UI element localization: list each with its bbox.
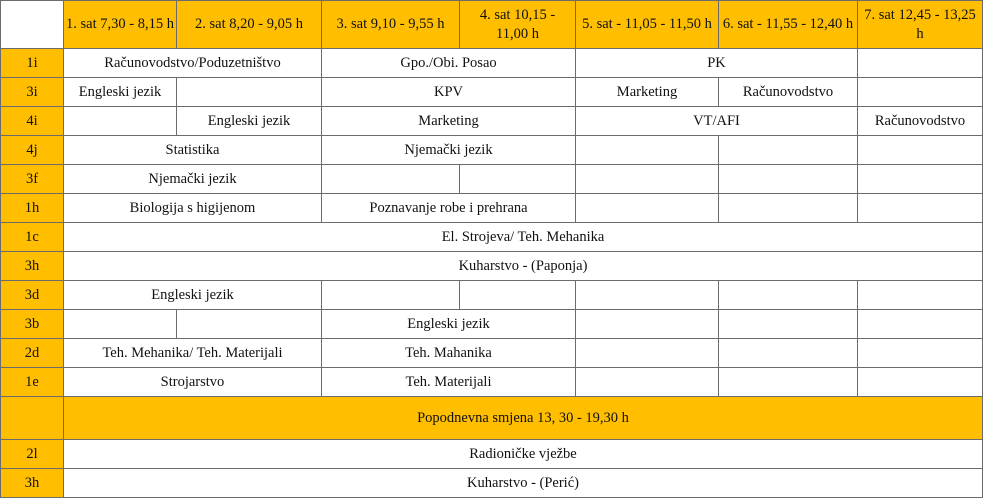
- lesson-cell: El. Strojeva/ Teh. Mehanika: [64, 223, 983, 252]
- lesson-cell: PK: [576, 49, 858, 78]
- lesson-cell: Računovodstvo: [719, 78, 858, 107]
- lesson-cell: Njemački jezik: [64, 165, 322, 194]
- class-label: 2d: [1, 339, 64, 368]
- class-label: 4i: [1, 107, 64, 136]
- class-row: [1, 165, 983, 194]
- lesson-cell: Kuharstvo - (Perić): [64, 469, 983, 498]
- class-label: 2l: [1, 440, 64, 469]
- lesson-cell: Računovodstvo: [858, 107, 983, 136]
- class-row: [1, 49, 983, 78]
- lesson-cell: [576, 194, 719, 223]
- lesson-cell: Teh. Materijali: [322, 368, 576, 397]
- lesson-cell: [858, 281, 983, 310]
- lesson-cell: [576, 136, 719, 165]
- lesson-cell: Radioničke vježbe: [64, 440, 983, 469]
- lesson-cell: Poznavanje robe i prehrana: [322, 194, 576, 223]
- lesson-cell: VT/AFI: [576, 107, 858, 136]
- class-row: [1, 310, 983, 339]
- lesson-cell: Engleski jezik: [322, 310, 576, 339]
- lesson-cell: [858, 310, 983, 339]
- header-period-1: 1. sat 7,30 - 8,15 h: [64, 1, 177, 49]
- lesson-cell: [858, 136, 983, 165]
- class-label: 3b: [1, 310, 64, 339]
- lesson-cell: Strojarstvo: [64, 368, 322, 397]
- lesson-cell: [576, 310, 719, 339]
- lesson-cell: [858, 49, 983, 78]
- class-row: [1, 136, 983, 165]
- lesson-cell: [858, 194, 983, 223]
- lesson-cell: [719, 281, 858, 310]
- lesson-cell: Marketing: [576, 78, 719, 107]
- class-label: 1i: [1, 49, 64, 78]
- lesson-cell: Engleski jezik: [64, 281, 322, 310]
- class-label: 1c: [1, 223, 64, 252]
- lesson-cell: [64, 310, 177, 339]
- class-row: [1, 440, 983, 469]
- header-row: [1, 1, 983, 49]
- lesson-cell: Biologija s higijenom: [64, 194, 322, 223]
- header-corner-cell: [1, 1, 64, 49]
- lesson-cell: Engleski jezik: [177, 107, 322, 136]
- lesson-cell: [576, 368, 719, 397]
- class-row: [1, 252, 983, 281]
- class-label: 3h: [1, 469, 64, 498]
- header-period-2: 2. sat 8,20 - 9,05 h: [177, 1, 322, 49]
- class-row: [1, 339, 983, 368]
- lesson-cell: Marketing: [322, 107, 576, 136]
- header-period-4: 4. sat 10,15 - 11,00 h: [460, 1, 576, 49]
- lesson-cell: [64, 107, 177, 136]
- header-period-3: 3. sat 9,10 - 9,55 h: [322, 1, 460, 49]
- class-label: 4j: [1, 136, 64, 165]
- lesson-cell: [858, 339, 983, 368]
- class-row: [1, 281, 983, 310]
- lesson-cell: Kuharstvo - (Paponja): [64, 252, 983, 281]
- lesson-cell: [177, 310, 322, 339]
- lesson-cell: Teh. Mehanika/ Teh. Materijali: [64, 339, 322, 368]
- class-label: 3d: [1, 281, 64, 310]
- lesson-cell: [576, 165, 719, 194]
- lesson-cell: [460, 281, 576, 310]
- lesson-cell: [576, 339, 719, 368]
- lesson-cell: [719, 339, 858, 368]
- class-label: 1e: [1, 368, 64, 397]
- class-label: 3f: [1, 165, 64, 194]
- lesson-cell: [460, 165, 576, 194]
- lesson-cell: [719, 165, 858, 194]
- class-label: 3i: [1, 78, 64, 107]
- lesson-cell: Njemački jezik: [322, 136, 576, 165]
- class-row: [1, 223, 983, 252]
- lesson-cell: [177, 78, 322, 107]
- header-period-6: 6. sat - 11,55 - 12,40 h: [719, 1, 858, 49]
- lesson-cell: Gpo./Obi. Posao: [322, 49, 576, 78]
- lesson-cell: [576, 281, 719, 310]
- lesson-cell: [858, 368, 983, 397]
- class-row: [1, 469, 983, 498]
- afternoon-shift-title: Popodnevna smjena 13, 30 - 19,30 h: [64, 397, 983, 440]
- lesson-cell: [719, 310, 858, 339]
- lesson-cell: [719, 194, 858, 223]
- afternoon-shift-row: [1, 397, 983, 440]
- lesson-cell: [719, 368, 858, 397]
- class-label: 3h: [1, 252, 64, 281]
- lesson-cell: KPV: [322, 78, 576, 107]
- afternoon-shift-label-cell: [1, 397, 64, 440]
- class-row: [1, 78, 983, 107]
- lesson-cell: [322, 281, 460, 310]
- header-period-7: 7. sat 12,45 - 13,25 h: [858, 1, 983, 49]
- lesson-cell: Računovodstvo/Poduzetništvo: [64, 49, 322, 78]
- class-label: 1h: [1, 194, 64, 223]
- lesson-cell: [322, 165, 460, 194]
- lesson-cell: [858, 165, 983, 194]
- lesson-cell: Teh. Mahanika: [322, 339, 576, 368]
- lesson-cell: [858, 78, 983, 107]
- lesson-cell: Engleski jezik: [64, 78, 177, 107]
- lesson-cell: Statistika: [64, 136, 322, 165]
- class-row: [1, 107, 983, 136]
- class-row: [1, 368, 983, 397]
- header-period-5: 5. sat - 11,05 - 11,50 h: [576, 1, 719, 49]
- lesson-cell: [719, 136, 858, 165]
- class-row: [1, 194, 983, 223]
